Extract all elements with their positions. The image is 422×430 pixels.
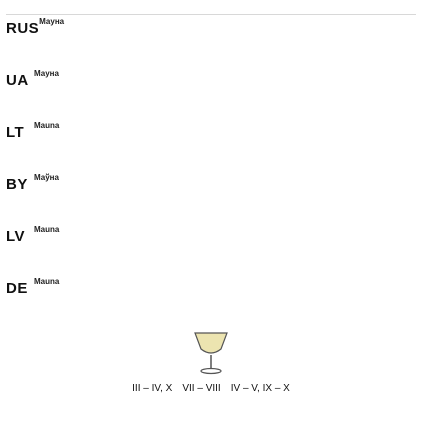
- paragraph-line: [34, 159, 416, 169]
- lang-code: BY: [6, 175, 28, 193]
- paragraph-line: [34, 306, 416, 316]
- paragraph-line: Мауна: [39, 17, 65, 26]
- paragraph-line: [34, 79, 416, 89]
- paragraph-line: Mauna: [34, 224, 60, 234]
- paragraph-line: [34, 183, 416, 193]
- paragraph-line: Мауна: [34, 68, 59, 78]
- lang-code: RUS: [6, 20, 40, 37]
- lang-code: DE: [6, 279, 28, 297]
- paragraph-line: [39, 27, 416, 37]
- paragraph-line: [34, 244, 416, 254]
- season-range: III – IV, X: [132, 382, 173, 394]
- paragraph-line: Mauna: [34, 276, 60, 286]
- paragraph-line: [34, 296, 416, 306]
- lang-block-lt: [6, 121, 416, 169]
- paragraph-line: [39, 55, 416, 65]
- paragraph-line: Mauna: [34, 120, 60, 130]
- lang-paragraph: [34, 173, 416, 221]
- paragraph-line: [34, 140, 416, 150]
- lang-paragraph: [34, 69, 416, 117]
- lang-code: UA: [6, 71, 29, 89]
- lang-code: LT: [6, 123, 25, 141]
- wine-glass-icon: [6, 329, 416, 379]
- lang-block-rus: [6, 17, 416, 65]
- paragraph-line: [34, 263, 416, 273]
- lang-block-ua: [6, 69, 416, 117]
- paragraph-line: [34, 234, 416, 244]
- lang-block-lv: [6, 225, 416, 273]
- paragraph-line: [34, 211, 416, 221]
- lang-paragraph: [34, 277, 416, 325]
- lang-paragraph: [39, 17, 416, 65]
- header-strip: [6, 2, 416, 15]
- season-row: [6, 383, 416, 394]
- lang-block-by: [6, 173, 416, 221]
- paragraph-line: [34, 315, 416, 325]
- lang-paragraph: [34, 121, 416, 169]
- paragraph-line: [34, 254, 416, 264]
- lang-code: LV: [6, 227, 26, 245]
- paragraph-line: [34, 192, 416, 202]
- paragraph-line: [34, 150, 416, 160]
- wine-glass-svg: [181, 329, 241, 379]
- lang-paragraph: [34, 225, 416, 273]
- paragraph-line: [34, 202, 416, 212]
- season-range: VII – VIII: [182, 382, 221, 394]
- paragraph-line: [39, 36, 416, 46]
- paragraph-line: [34, 88, 416, 98]
- paragraph-line: [39, 46, 416, 56]
- paragraph-line: [34, 286, 416, 296]
- season-range: IV – V, IX – X: [230, 382, 290, 394]
- lang-block-de: [6, 277, 416, 325]
- paragraph-line: [34, 131, 416, 141]
- paragraph-line: Маўна: [34, 172, 59, 182]
- paragraph-line: [34, 98, 416, 108]
- paragraph-line: [34, 107, 416, 117]
